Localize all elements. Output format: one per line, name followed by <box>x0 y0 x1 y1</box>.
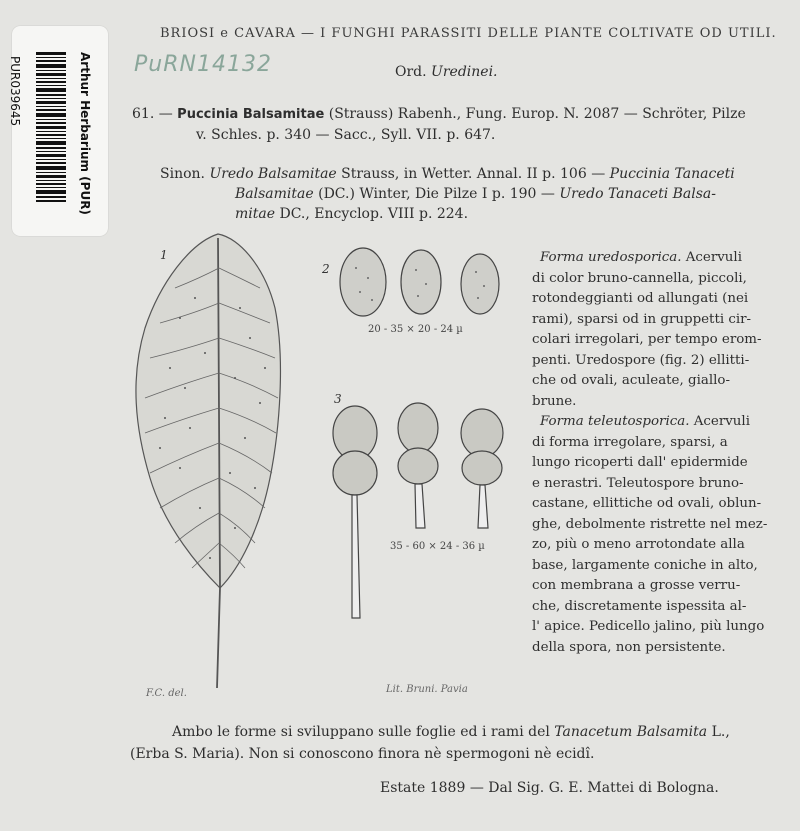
uredo-title: Forma uredosporica. <box>540 250 686 265</box>
teleuto-line: castane, ellittiche od ovali, oblun- <box>532 496 762 511</box>
teleuto-line <box>532 412 794 433</box>
teleutospores-drawing <box>333 403 503 618</box>
synonym-3-citation: DC., Encyclop. VIII p. 224. <box>279 206 469 222</box>
uredo-line: rotondeggianti od allungati (nei <box>532 291 749 306</box>
uredo-line <box>532 248 794 269</box>
teleuto-line: e nerastri. Teleutospore bruno- <box>532 475 744 491</box>
barcode-icon <box>36 52 66 202</box>
species-name: Puccinia Balsamitae <box>177 107 325 122</box>
uredo-line: colari irregolari, per tempo erom- <box>532 332 762 347</box>
artist-credit: F.C. del. <box>146 688 187 699</box>
synonyms-line-3 <box>235 204 468 224</box>
uredo-line: rami), sparsi od in gruppetti cir- <box>532 311 752 327</box>
distribution-line-2: (Erba S. Maria). Non si conoscono finora nè spermogoni nè ecidî. <box>130 746 595 762</box>
entry-citation-1: (Strauss) Rabenh., Fung. Europ. N. 2087 — Schröter, Pilze <box>328 106 746 122</box>
figure-2-measure: 20 - 35 × 20 - 24 µ <box>368 324 463 335</box>
herbarium-name: Arthur Herbarium (PUR) <box>78 52 92 215</box>
teleuto-line: lungo ricoperti dall' epidermide <box>532 455 748 470</box>
synonym-3: Uredo Tanaceti Balsa- <box>559 186 717 202</box>
catalog-number: PUR039645 <box>8 56 22 127</box>
host-name: Tanacetum Balsamita <box>554 724 708 740</box>
distribution-text: Ambo le forme si sviluppano sulle foglie ed i rami del <box>172 724 550 740</box>
teleuto-line: ghe, debolmente ristrette nel mez- <box>532 516 768 532</box>
collection-footer: Estate 1889 — Dal Sig. G. E. Mattei di Bologna. <box>380 780 719 796</box>
synonyms-line-2 <box>235 184 716 204</box>
uredo-text: Acervuli <box>685 250 742 265</box>
synonyms-line-1 <box>160 164 790 184</box>
host-authority: L., <box>711 724 730 740</box>
teleuto-line: di forma irregolare, sparsi, a <box>532 434 728 450</box>
synonym-3-epithet: mitae <box>235 206 276 222</box>
species-entry <box>132 104 782 125</box>
uredo-line: brune. <box>532 393 577 409</box>
teleuto-title: Forma teleutosporica. <box>540 414 694 429</box>
entry-number: 61. — <box>132 106 173 122</box>
figure-2-number: 2 <box>322 262 330 276</box>
handwritten-accession: PuRN14132 <box>134 52 272 77</box>
distribution-line-1 <box>172 721 730 743</box>
teleuto-line: l' apice. Pedicello jalino, più lungo <box>532 619 765 634</box>
order-heading <box>395 64 498 80</box>
leaf-drawing <box>136 234 281 688</box>
teleuto-line: base, largamente coniche in alto, <box>532 557 758 573</box>
synonym-2-epithet: Balsamitae <box>235 186 314 202</box>
uredo-description <box>532 248 794 412</box>
page-header: BRIOSI e CAVARA — I FUNGHI PARASSITI DELLE PIANTE COLTIVATE OD UTILI. <box>160 26 777 41</box>
botanical-illustration <box>120 228 520 708</box>
uredospores-drawing <box>340 248 499 316</box>
teleuto-line: che, discretamente ispessita al- <box>532 598 747 614</box>
order-prefix: Ord. <box>395 64 427 80</box>
synonym-2: Puccinia Tanaceti <box>609 166 735 182</box>
uredo-line: che od ovali, aculeate, giallo- <box>532 373 730 388</box>
teleuto-line: della spora, non persistente. <box>532 639 726 655</box>
figure-3-number: 3 <box>334 392 342 406</box>
teleuto-text: Acervuli <box>693 414 750 429</box>
description-column <box>532 248 794 658</box>
printer-credit: Lit. Bruni. Pavia <box>386 684 468 695</box>
uredo-line: penti. Uredospore (fig. 2) ellitti- <box>532 352 750 368</box>
synonyms-label: Sinon. <box>160 166 205 182</box>
order-name: Uredinei. <box>431 64 498 80</box>
figure-3-measure: 35 - 60 × 24 - 36 µ <box>390 541 485 552</box>
teleuto-description <box>532 412 794 658</box>
teleuto-line: zo, più o meno arrotondate alla <box>532 537 745 552</box>
synonym-1-citation: Strauss, in Wetter. Annal. II p. 106 — <box>341 166 606 182</box>
figure-1-number: 1 <box>160 248 168 262</box>
synonym-2-citation: (DC.) Winter, Die Pilze I p. 190 — <box>318 186 555 202</box>
synonym-1: Uredo Balsamitae <box>209 166 337 182</box>
uredo-line: di color bruno-cannella, piccoli, <box>532 270 747 286</box>
entry-citation-2: v. Schles. p. 340 — Sacc., Syll. VII. p. 647. <box>196 127 496 143</box>
teleuto-line: con membrana a grosse verru- <box>532 578 741 593</box>
